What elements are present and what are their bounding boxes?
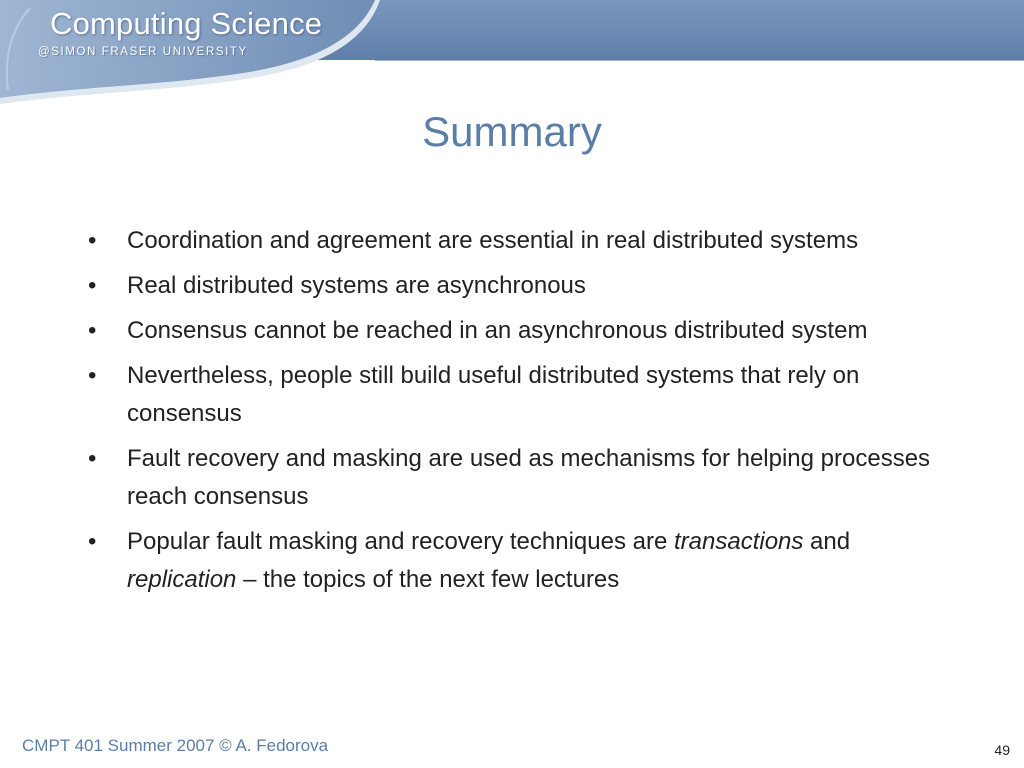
bullet-item xyxy=(88,312,948,350)
bullet-dot: • xyxy=(88,362,97,389)
bullet-dot: • xyxy=(88,317,97,344)
bullet-item xyxy=(88,357,948,433)
bullet-item xyxy=(88,267,948,305)
bullet-dot: • xyxy=(88,227,97,254)
logo-title: Computing Science xyxy=(50,6,323,41)
slide-title: Summary xyxy=(422,108,602,155)
bullet-item xyxy=(88,222,948,260)
logo-subtitle: @SIMON FRASER UNIVERSITY xyxy=(38,46,248,58)
page-number: 49 xyxy=(994,742,1010,758)
bullet-dot: • xyxy=(88,528,97,555)
bullet-dot: • xyxy=(88,445,97,472)
bullet-text-middle: and xyxy=(803,528,851,555)
footer-course: CMPT 401 Summer 2007 © A. Fedorova xyxy=(22,736,329,755)
bullet-text-after: – the topics of the next few lectures xyxy=(236,566,620,593)
bullet-text: Real distributed systems are asynchronous xyxy=(127,272,586,299)
bullet-text: Nevertheless, people still build useful distributed systems that rely on consensus xyxy=(127,362,860,427)
emphasis-replication: replication xyxy=(127,566,237,593)
emphasis-transactions: transactions xyxy=(673,528,804,555)
bullet-text: Popular fault masking and recovery techniques are xyxy=(127,528,674,555)
bullet-item xyxy=(88,440,948,516)
bullet-list xyxy=(88,222,948,606)
header-banner xyxy=(0,0,1024,105)
bullet-text: Coordination and agreement are essential in real distributed systems xyxy=(127,227,859,254)
bullet-item xyxy=(88,523,948,599)
bullet-dot: • xyxy=(88,272,97,299)
bullet-text: Fault recovery and masking are used as mechanisms for helping processes reach consensus xyxy=(127,445,931,510)
bullet-text: Consensus cannot be reached in an asynchronous distributed system xyxy=(127,317,868,344)
